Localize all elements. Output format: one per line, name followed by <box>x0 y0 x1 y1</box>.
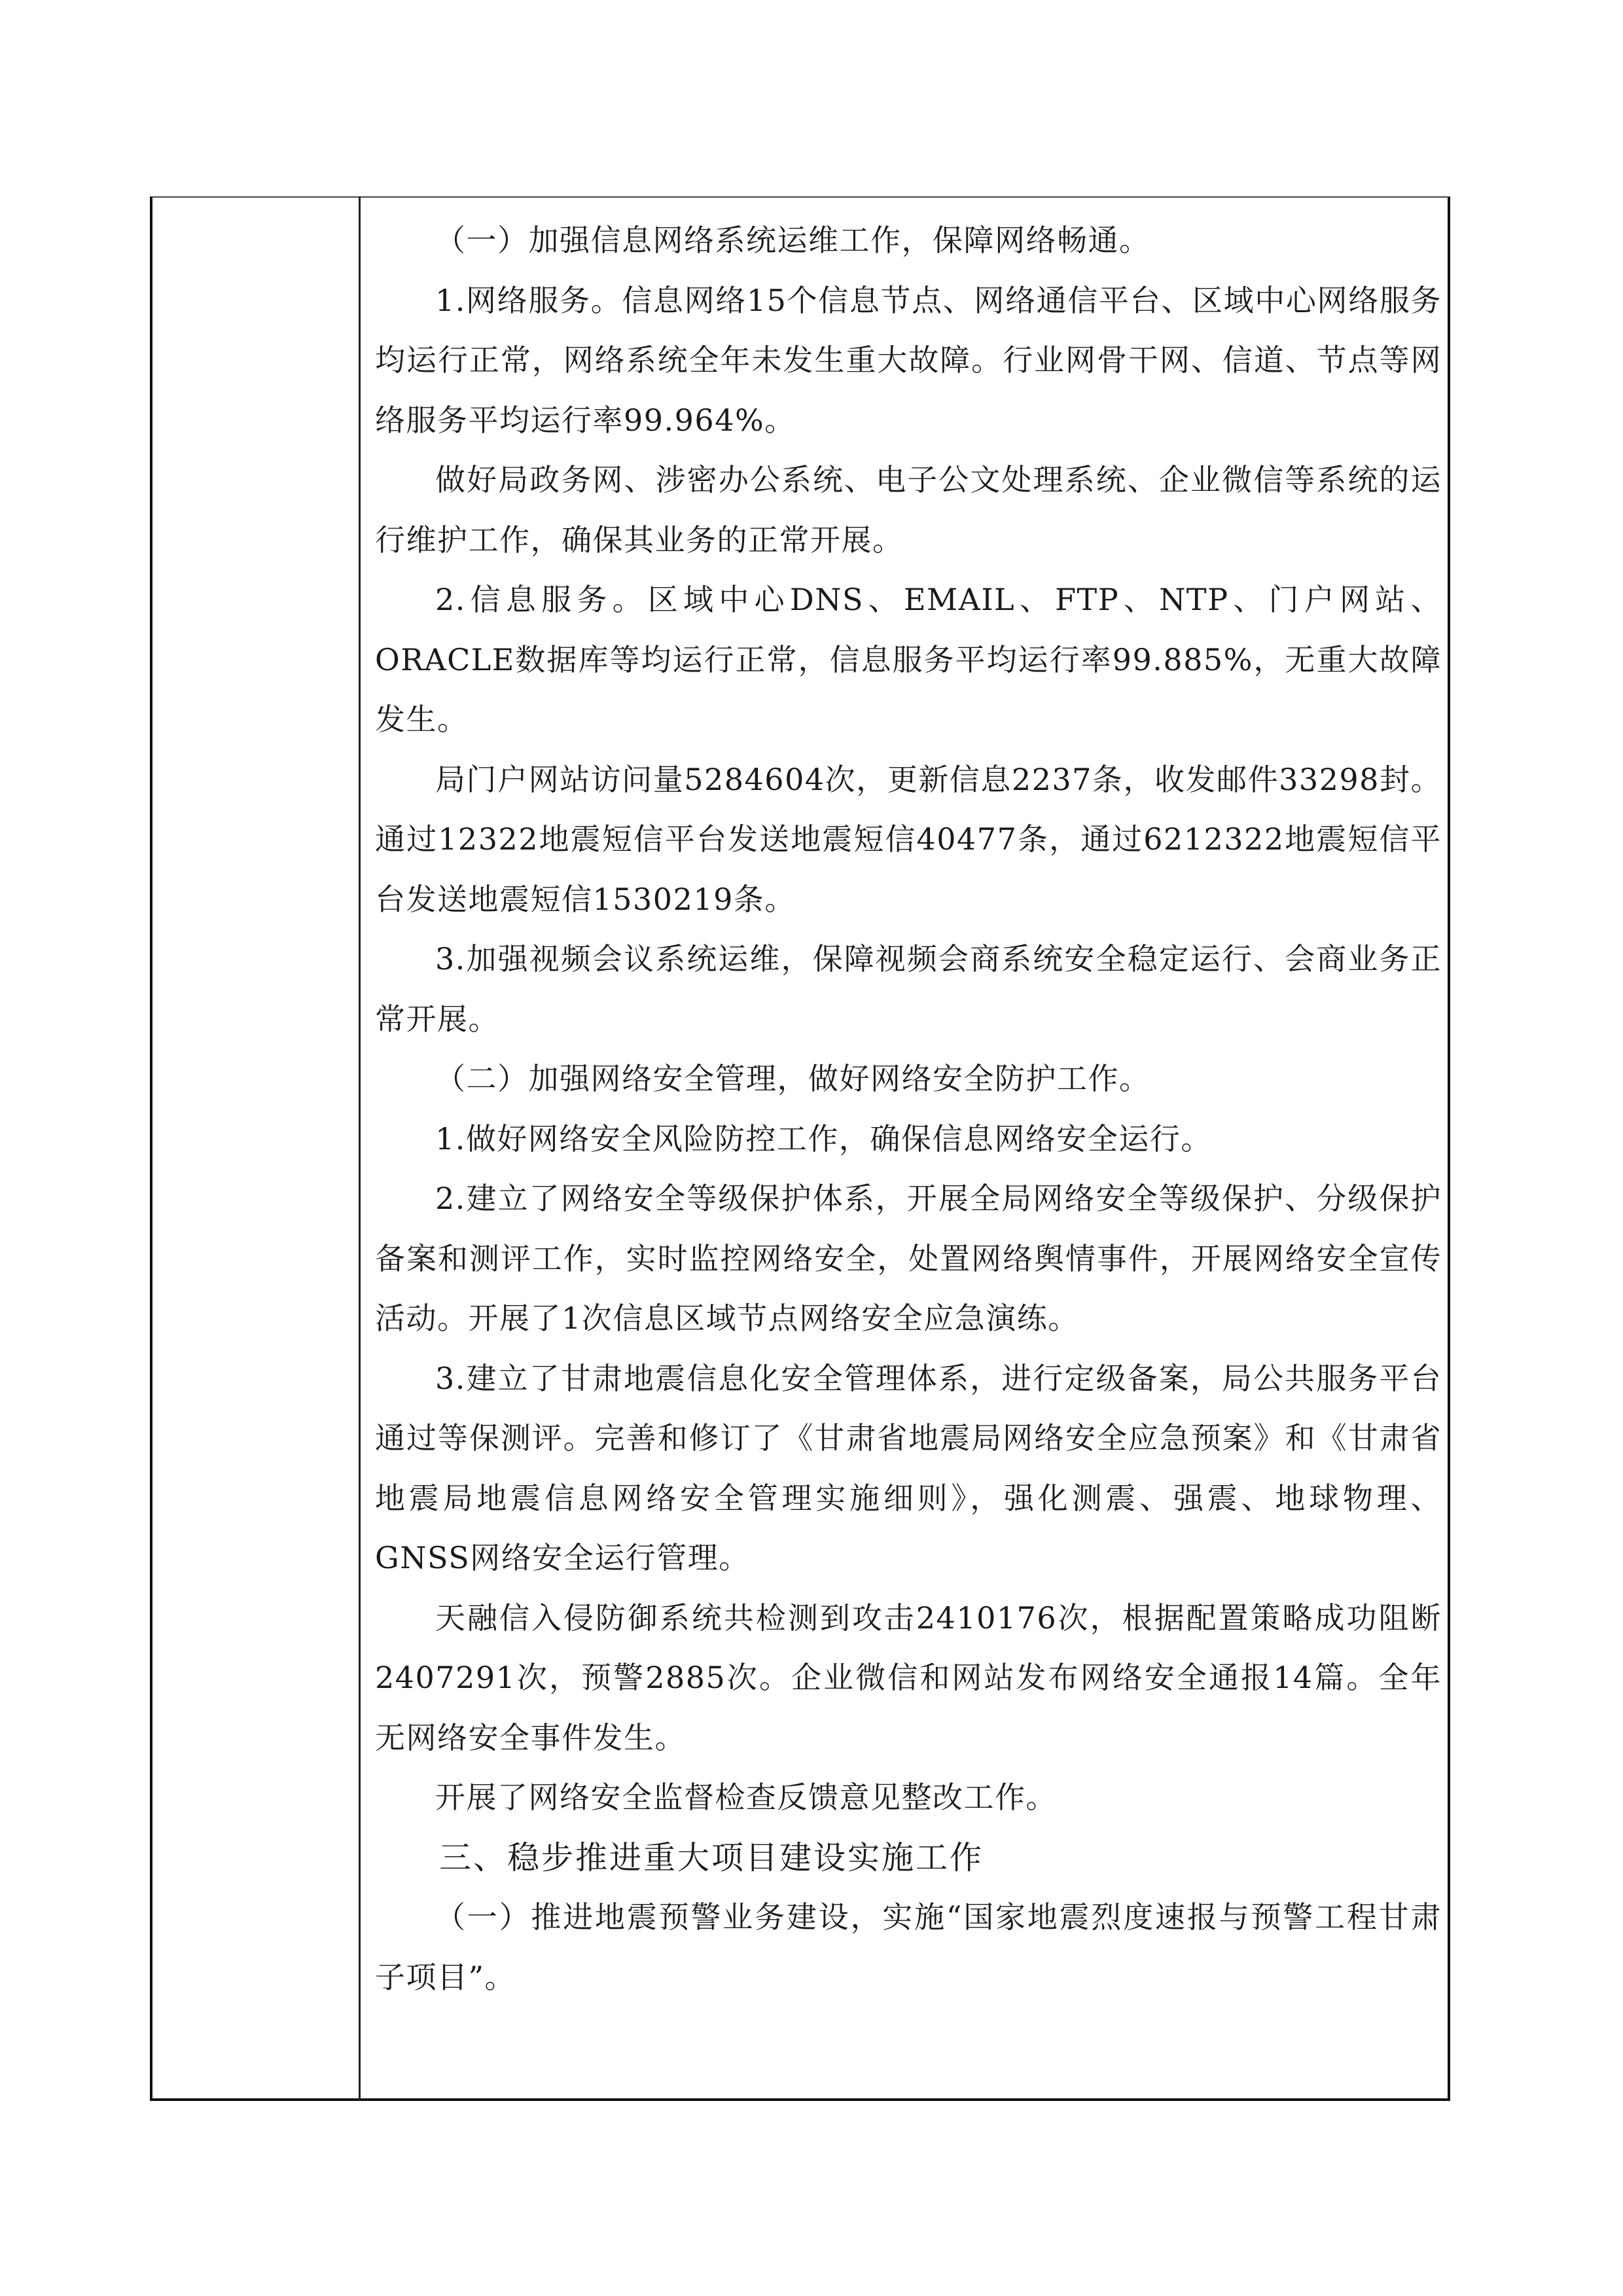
paragraph-portal-statistics: 局门户网站访问量5284604次，更新信息2237条，收发邮件33298封。通过12322地震短信平台发送地震短信40477条，通过6212322地震短信平台发送地震短信1530219条。 <box>375 761 1442 917</box>
paragraph-protection-system: 2.建立了网络安全等级保护体系，开展全局网络安全等级保护、分级保护备案和测评工作，实时监控网络安全，处置网络舆情事件，开展网络安全宣传活动。开展了1次信息区域节点网络安全应急演练。 <box>375 1181 1442 1336</box>
section-heading-major-projects: 三、稳步推进重大项目建设实施工作 <box>439 1839 984 1876</box>
paragraph-risk-control: 1.做好网络安全风险防控工作，确保信息网络安全运行。 <box>435 1121 1212 1157</box>
paragraph-rectification: 开展了网络安全监督检查反馈意见整改工作。 <box>435 1780 1057 1815</box>
subsection-heading-network-ops: （一）加强信息网络系统运维工作，保障网络畅通。 <box>435 223 1150 258</box>
paragraph-network-service: 1.网络服务。信息网络15个信息节点、网络通信平台、区域中心网络服务均运行正常，网络系统全年未发生重大故障。行业网骨干网、信道、节点等网络服务平均运行率99.964%。 <box>375 282 1442 438</box>
paragraph-system-maintenance: 做好局政务网、涉密办公系统、电子公文处理系统、企业微信等系统的运行维护工作，确保其业务的正常开展。 <box>375 462 1442 558</box>
column-divider <box>359 196 361 2101</box>
paragraph-intrusion-prevention: 天融信入侵防御系统共检测到攻击2410176次，根据配置策略成功阻断2407291次，预警2885次。企业微信和网站发布网络安全通报14篇。全年无网络安全事件发生。 <box>375 1600 1442 1755</box>
paragraph-security-management: 3.建立了甘肃地震信息化安全管理体系，进行定级备案，局公共服务平台通过等保测评。完善和修订了《甘肃省地震局网络安全应急预案》和《甘肃省地震局地震信息网络安全管理实施细则》，强化测震、强震、地球物理、GNSS网络安全运行管理。 <box>375 1360 1442 1575</box>
paragraph-video-conference: 3.加强视频会议系统运维，保障视频会商系统安全稳定运行、会商业务正常开展。 <box>375 941 1442 1037</box>
paragraph-information-service: 2.信息服务。区域中心DNS、EMAIL、FTP、NTP、门户网站、ORACLE数据库等均运行正常，信息服务平均运行率99.885%，无重大故障发生。 <box>375 582 1442 737</box>
subsection-heading-early-warning: （一）推进地震预警业务建设，实施“国家地震烈度速报与预警工程甘肃子项目”。 <box>375 1899 1442 1995</box>
subsection-heading-network-security: （二）加强网络安全管理，做好网络安全防护工作。 <box>435 1061 1150 1096</box>
content-cell <box>375 211 1442 2007</box>
